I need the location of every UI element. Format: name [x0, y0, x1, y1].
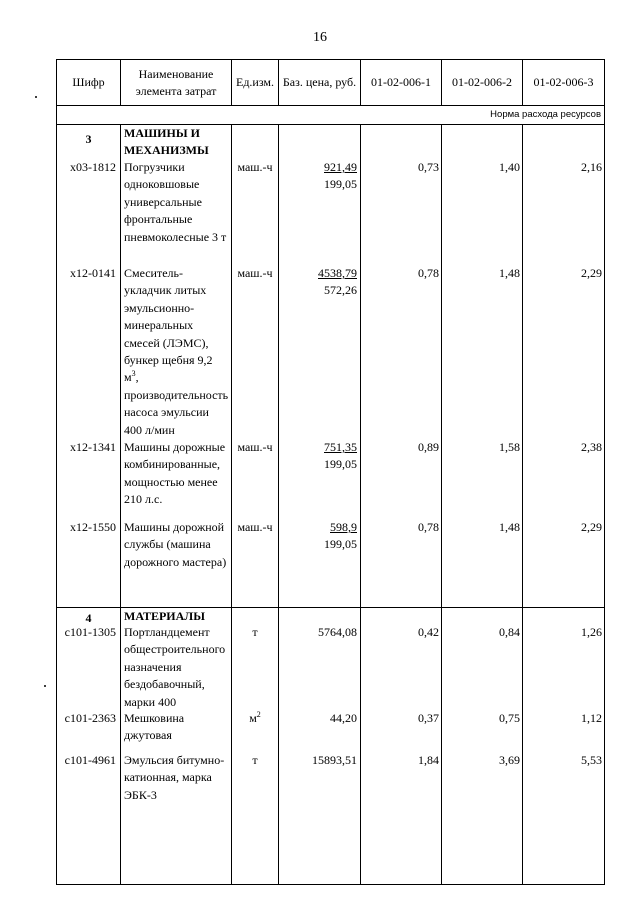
- item-price: 921,49 199,05: [324, 160, 357, 192]
- section-number: 4: [85, 611, 92, 625]
- item-value-col2: 1,40: [499, 160, 520, 174]
- item-code: х03-1812: [70, 160, 116, 174]
- item-value-col1: 1,84: [418, 753, 439, 767]
- item-value-col3: 5,53: [581, 753, 602, 767]
- item-unit: маш.-ч: [237, 266, 273, 280]
- item-name: Машины дорожные комбинированные, мощностью менее 210 л.с.: [124, 440, 226, 507]
- item-value-col1: 0,78: [418, 520, 439, 534]
- item-name: Портландцемент общестроительного назначения бездобавочный, марки 400: [124, 625, 226, 709]
- item-value-col2: 0,75: [499, 711, 520, 725]
- item-price: 44,20: [330, 711, 357, 725]
- section-title: МАШИНЫ И МЕХАНИЗМЫ: [124, 126, 209, 158]
- resource-norms-table: [56, 59, 605, 885]
- item-unit: маш.-ч: [237, 440, 273, 454]
- item-code: с101-2363: [64, 711, 116, 725]
- item-name: Эмульсия битумно-катионная, марка ЭБК-3: [124, 753, 225, 802]
- item-value-col3: 1,26: [581, 625, 602, 639]
- header-unit: Ед.изм.: [232, 60, 279, 106]
- item-value-col3: 2,29: [581, 266, 602, 280]
- item-name: Мешковина джутовая: [124, 711, 185, 743]
- item-price: 15893,51: [312, 753, 357, 767]
- item-value-col1: 0,37: [418, 711, 439, 725]
- item-unit: т: [252, 753, 258, 767]
- item-price: 5764,08: [318, 625, 357, 639]
- header-name: Наименование элемента затрат: [121, 60, 232, 106]
- item-value-col2: 1,58: [499, 440, 520, 454]
- header-col2: 01-02-006-2: [442, 60, 523, 106]
- item-price: 751,35 199,05: [324, 440, 357, 472]
- item-code: х12-1341: [70, 440, 116, 454]
- item-code: с101-4961: [64, 753, 116, 767]
- item-unit: т: [252, 625, 258, 639]
- item-unit: $м^2$: [249, 710, 261, 725]
- header-col1: 01-02-006-1: [361, 60, 442, 106]
- item-value-col1: 0,73: [418, 160, 439, 174]
- section-number: 3: [85, 132, 92, 146]
- item-code: х12-0141: [70, 266, 116, 280]
- item-price: 4538,79 572,26: [318, 266, 357, 298]
- item-value-col2: 1,48: [499, 266, 520, 280]
- item-value-col1: 0,42: [418, 625, 439, 639]
- section-materials: [57, 608, 605, 885]
- item-value-col2: 1,48: [499, 520, 520, 534]
- margin-mark: [35, 96, 37, 98]
- header-col3: 01-02-006-3: [523, 60, 605, 106]
- item-value-col2: 3,69: [499, 753, 520, 767]
- item-value-col3: 2,29: [581, 520, 602, 534]
- section-machines: [57, 125, 605, 608]
- section-title: МАТЕРИАЛЫ: [124, 609, 205, 623]
- item-value-col2: 0,84: [499, 625, 520, 639]
- item-code: х12-1550: [70, 520, 116, 534]
- norm-row: [57, 106, 605, 125]
- item-value-col3: 1,12: [581, 711, 602, 725]
- header-row: [57, 60, 605, 106]
- item-name: Машины дорожной службы (машина дорожного мастера): [124, 520, 227, 569]
- item-value-col1: 0,89: [418, 440, 439, 454]
- item-value-col3: 2,16: [581, 160, 602, 174]
- item-price: 598,9 199,05: [324, 520, 357, 552]
- norm-label: Норма расхода ресурсов: [57, 106, 605, 125]
- header-price: Баз. цена, руб.: [279, 60, 361, 106]
- page-number: 16: [313, 30, 327, 45]
- item-value-col3: 2,38: [581, 440, 602, 454]
- item-value-col1: 0,78: [418, 266, 439, 280]
- item-name: Погрузчики одноковшовые универсальные фронтальные пневмоколесные 3 т: [124, 160, 227, 244]
- item-unit: маш.-ч: [237, 160, 273, 174]
- item-code: с101-1305: [64, 625, 116, 639]
- margin-mark: [44, 685, 46, 687]
- item-name: Смеситель-укладчик литых эмульсионно-минеральных смесей (ЛЭМС), бункер щебня 9,2 $м^3$, производительность насоса эмульсии 400 л/мин: [124, 266, 229, 437]
- header-code: Шифр: [57, 60, 121, 106]
- item-unit: маш.-ч: [237, 520, 273, 534]
